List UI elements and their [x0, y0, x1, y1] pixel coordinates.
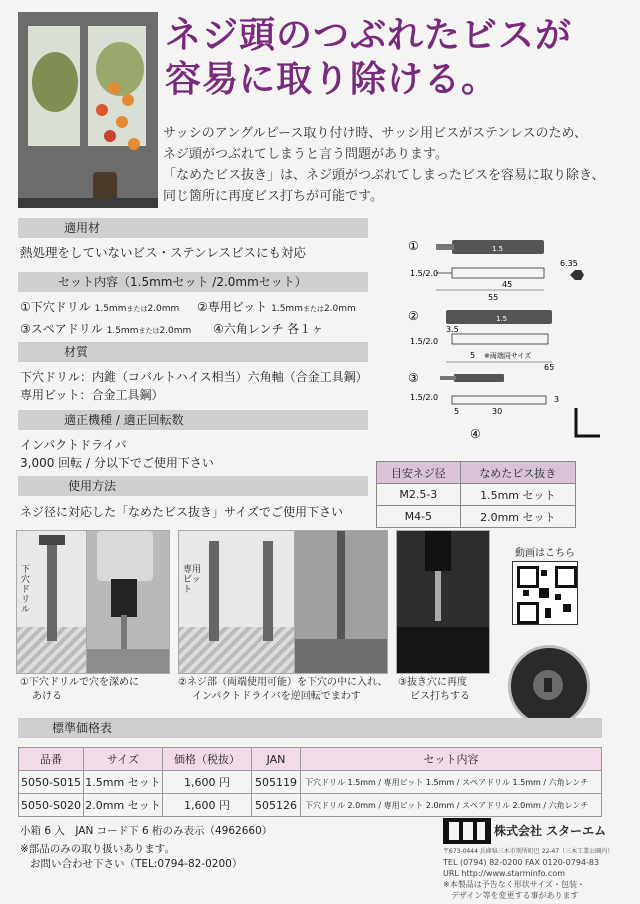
table-header: 品番 — [19, 748, 84, 771]
table-header: なめたビス抜き — [460, 462, 575, 484]
diagram-num-1: ① — [408, 239, 419, 253]
diagram-num-2: ② — [408, 309, 419, 323]
caption-line: あける — [32, 691, 62, 702]
set-item-spec: 各１ヶ — [287, 322, 324, 336]
dim-d1-mid: 45 — [502, 280, 513, 289]
hero-photo-window-flowers — [18, 12, 158, 208]
footer-note: 小箱 6 入 JAN コード下 6 桁のみ表示（4962660） — [20, 825, 273, 837]
qr-code-icon[interactable] — [512, 561, 578, 625]
section-bar-usage — [18, 476, 368, 496]
section-title: 標準価格表 — [52, 721, 113, 735]
footer-notes — [20, 824, 272, 872]
section-bar-material-target — [18, 218, 368, 238]
set-item-spec2: 2.0mm — [147, 304, 180, 314]
table-header: サイズ — [84, 748, 163, 771]
drill-mark-1: 1.5 — [492, 245, 504, 253]
intro-line: ネジ頭がつぶれてしまうと言う問題があります。 — [163, 147, 448, 162]
price-table — [18, 747, 602, 817]
set-item-or: または — [302, 305, 324, 313]
intro-paragraph — [163, 123, 631, 207]
table-row — [377, 506, 576, 528]
machine-line: インパクトドライバ — [20, 438, 127, 452]
table-row — [19, 771, 602, 794]
table-header: JAN — [252, 748, 301, 771]
table-header: 目安ネジ径 — [377, 462, 461, 484]
headline-line-1: ネジ頭のつぶれたビスが — [165, 15, 573, 56]
step3-photo-screw — [396, 530, 490, 674]
set-item-num: ④ — [212, 322, 224, 336]
set-item-spec: 1.5mm — [106, 326, 139, 336]
caption-line: ビス打ちする — [410, 691, 470, 702]
set-item-num: ① — [20, 300, 31, 314]
video-label: 動画はこちら — [515, 548, 575, 559]
intro-line: 同じ箇所に再度ビス打ちが可能です。 — [163, 189, 383, 204]
section-title: 適用材 — [64, 221, 101, 235]
set-item-or: または — [126, 305, 148, 313]
company-address: 〒673-0444 兵庫県三木市別所町巴 22-47（三木工業公園内） — [443, 848, 614, 855]
step2-caption — [178, 676, 398, 704]
table-header: 価格（税抜） — [163, 748, 252, 771]
usage-text: ネジ径に対応した「なめたビス抜き」サイズでご使用下さい — [20, 505, 344, 519]
quality-line: 下穴ドリル：内錐（コバルトハイス相当）六角軸（合金工具鋼） — [20, 370, 368, 384]
drill-outline-1 — [452, 268, 544, 278]
parts-dimension-diagram — [400, 228, 605, 448]
dim-d1-dia: 1.5/2.0 — [410, 269, 439, 278]
set-item-spec: 1.5mm — [94, 304, 127, 314]
table-cell: 1.5mm セット — [84, 771, 163, 794]
set-item-or: または — [138, 327, 160, 335]
table-cell: 下穴ドリル 2.0mm / 専用ビット 2.0mm / スペアドリル 2.0mm / 六角レンチ — [301, 794, 602, 817]
dim-d2-tip: 3.5 — [446, 325, 459, 334]
caption-line: ①下穴ドリルで穴を深めに — [20, 677, 139, 688]
section-bar-quality — [18, 342, 368, 362]
table-cell: 505119 — [252, 771, 301, 794]
quality-text — [20, 368, 368, 404]
dim-d2-note: ※両端同サイズ — [484, 352, 532, 360]
table-cell: 2.0mm セット — [84, 794, 163, 817]
set-item-spec2: 2.0mm — [323, 304, 356, 314]
company-logo-mark — [443, 818, 491, 844]
table-cell: 5050-S020 — [19, 794, 84, 817]
step2-diagram — [178, 530, 296, 674]
table-row — [19, 794, 602, 817]
dim-d2-tip2: 5 — [470, 351, 476, 360]
table-cell: 1,600 円 — [163, 771, 252, 794]
table-cell: 1.5mm セット — [460, 484, 575, 506]
table-cell: 5050-S015 — [19, 771, 84, 794]
caption-line: インパクトドライバを逆回転でまわす — [192, 691, 361, 702]
section-title: 材質 — [64, 345, 89, 359]
dim-d3-tip: 5 — [454, 407, 460, 416]
set-item-name: スペアドリル — [30, 322, 103, 336]
screw-size-table — [376, 461, 576, 528]
caption-line: ③抜き穴に再度 — [398, 677, 467, 688]
set-item-name: 六角レンチ — [223, 322, 284, 336]
set-item-num: ③ — [20, 322, 31, 336]
dim-d1-len: 55 — [488, 293, 499, 302]
machine-text — [20, 436, 214, 472]
spare-drill-3 — [454, 374, 504, 382]
page-headline — [165, 14, 635, 102]
company-name: 株式会社 スターエム — [494, 824, 607, 838]
step2-photo-bit — [294, 530, 388, 674]
dim-d2-len: 65 — [544, 363, 555, 372]
company-info — [443, 846, 623, 901]
intro-line: サッシのアングルピース取り付け時、サッシ用ビスがステンレスのため、 — [163, 126, 587, 141]
table-cell: 2.0mm セット — [460, 506, 575, 528]
section-title: セット内容（1.5mmセット /2.0mmセット） — [58, 275, 307, 289]
set-item-name: 下穴ドリル — [30, 300, 91, 314]
drill-tip-1 — [436, 244, 454, 250]
company-url[interactable]: URL http://www.starminfo.com — [443, 869, 565, 878]
bit-outline-2 — [452, 334, 548, 344]
spare-drill-outline-3 — [452, 396, 546, 404]
section-bar-price — [18, 718, 602, 738]
company-tel: TEL (0794) 82-0200 FAX 0120-0794-83 — [443, 858, 600, 867]
dim-d3-len: 30 — [492, 407, 503, 416]
section-title: 適正機種 / 適正回転数 — [64, 413, 184, 427]
section-title: 使用方法 — [68, 479, 117, 493]
footer-note: ※部品のみの取り扱いあります。 — [20, 843, 175, 855]
hex-wrench-icon — [576, 408, 600, 436]
table-cell: M2.5-3 — [377, 484, 461, 506]
step1-photo-driver — [86, 530, 170, 674]
step2-label-bit: 専用ビット — [183, 565, 202, 595]
table-row — [377, 484, 576, 506]
table-cell: 505126 — [252, 794, 301, 817]
table-cell: M4-5 — [377, 506, 461, 528]
diagram-num-3: ③ — [408, 371, 419, 385]
section-bar-machine — [18, 410, 368, 430]
step3-caption — [398, 676, 508, 704]
company-disclaimer: ※本製品は予告なく形状サイズ・包装・ — [443, 880, 586, 889]
dim-d1-hex: 6.35 — [560, 259, 578, 268]
set-item-name: 専用ビット — [207, 300, 268, 314]
set-item-spec: 1.5mm — [271, 304, 303, 314]
company-disclaimer: デザイン等を変更する事があります — [451, 891, 579, 900]
dim-d2-dia: 1.5/2.0 — [410, 337, 439, 346]
table-cell: 1,600 円 — [163, 794, 252, 817]
table-header: セット内容 — [301, 748, 602, 771]
caption-line: ②ネジ部（両端使用可能）を下穴の中に入れ、 — [178, 677, 388, 688]
set-item-spec2: 2.0mm — [159, 326, 192, 336]
section-bar-set-contents — [18, 272, 368, 292]
bit-mark-2: 1.5 — [496, 315, 508, 323]
footer-note: お問い合わせ下さい（TEL:0794-82-0200） — [30, 858, 243, 870]
step1-label-drill: 下穴ドリル — [21, 565, 31, 615]
quality-line: 専用ビット：合金工具鋼） — [20, 388, 164, 402]
material-target-text: 熱処理をしていないビス・ステンレスビスにも対応 — [20, 245, 306, 260]
dim-d3-d: 3 — [554, 395, 560, 404]
screw-head-closeup — [508, 645, 590, 727]
step1-diagram — [16, 530, 88, 674]
machine-line: 3,000 回転 / 分以下でご使用下さい — [20, 456, 214, 470]
step1-caption — [20, 676, 180, 704]
hex-shape-icon — [570, 270, 584, 280]
set-contents-list — [20, 298, 370, 340]
diagram-num-4: ④ — [470, 427, 481, 441]
table-cell: 下穴ドリル 1.5mm / 専用ビット 1.5mm / スペアドリル 1.5mm / 六角レンチ — [301, 771, 602, 794]
intro-line: 「なめたビス抜き」は、ネジ頭がつぶれてしまったビスを容易に取り除き、 — [163, 168, 605, 183]
dim-d3-dia: 1.5/2.0 — [410, 393, 439, 402]
headline-line-2: 容易に取り除ける。 — [165, 59, 499, 100]
set-item-num: ② — [196, 300, 208, 314]
